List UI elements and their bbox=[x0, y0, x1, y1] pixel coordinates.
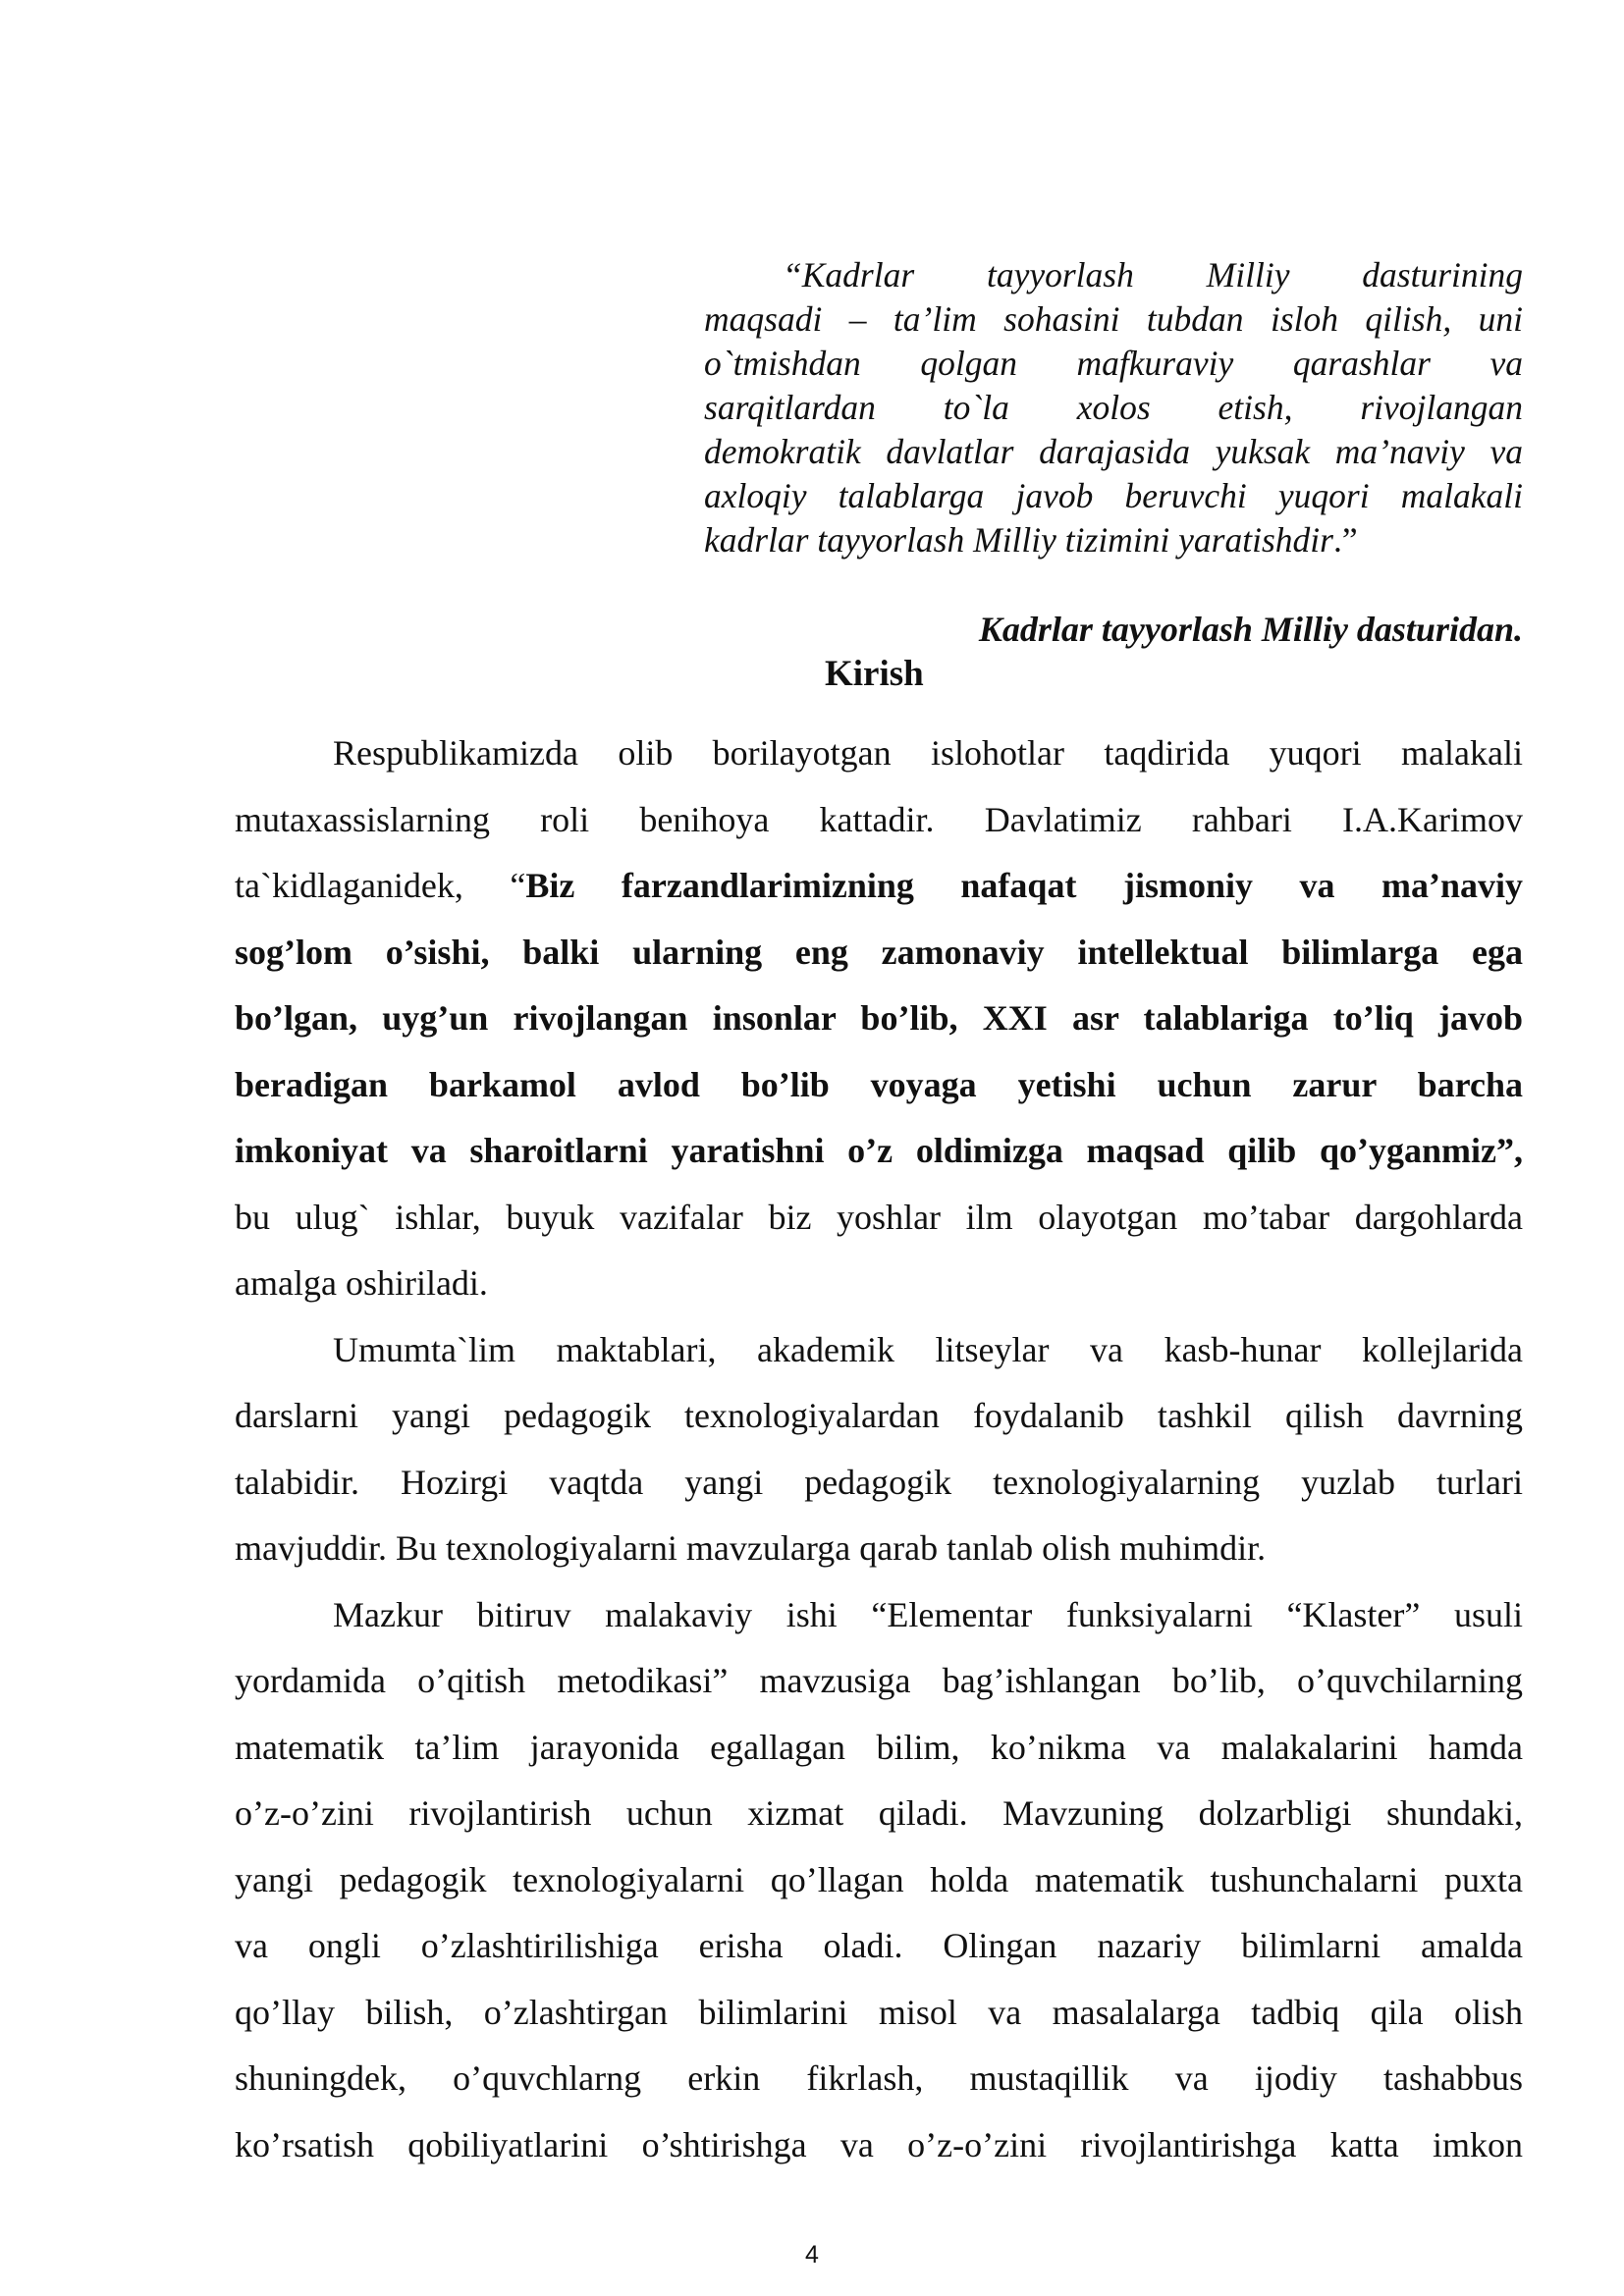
epigraph-line: demokratik davlatlar darajasida yuksak ma’naviy va bbox=[704, 432, 1523, 471]
paragraph-line-mixed bbox=[235, 853, 1523, 920]
bold-quote-line: sog’lom o’sishi, balki ularning eng zamonaviy intellektual bilimlarga ega bbox=[235, 932, 1523, 972]
paragraph-line: ko’rsatish qobiliyatlarini o’shtirishga va o’z-o’zini rivojlantirishga katta imkon bbox=[235, 2124, 1523, 2164]
paragraph-line: o’z-o’zini rivojlantirish uchun xizmat qiladi. Mavzuning dolzarbligi shundaki, bbox=[235, 1793, 1523, 1833]
bold-quote-text: Biz farzandlarimizning nafaqat jismoniy va ma’naviy bbox=[525, 866, 1523, 905]
bold-quote-line: imkoniyat va sharoitlarni yaratishni o’z oldimizga maqsad qilib qo’yganmiz”, bbox=[235, 1131, 1523, 1170]
plain-text: ta`kidlaganidek, “ bbox=[235, 866, 526, 905]
epigraph-closing-quote: .” bbox=[1332, 520, 1358, 560]
paragraph-line: va ongli o’zlashtirilishiga erisha oladi. Olingan nazariy bilimlarni amalda bbox=[235, 1926, 1523, 1965]
epigraph-line: o`tmishdan qolgan mafkuraviy qarashlar va bbox=[704, 344, 1523, 383]
epigraph-source: Kadrlar tayyorlash Milliy dasturidan. bbox=[978, 610, 1523, 649]
epigraph-line-last bbox=[704, 518, 1523, 562]
body-text bbox=[235, 721, 1523, 2178]
epigraph-quote bbox=[704, 253, 1523, 562]
bold-quote-line: beradigan barkamol avlod bo’lib voyaga yetishi uchun zarur barcha bbox=[235, 1064, 1523, 1104]
paragraph-line: Respublikamizda olib borilayotgan islohotlar taqdirida yuqori malakali bbox=[333, 733, 1523, 773]
epigraph-line: “Kadrlar tayyorlash Milliy dasturining bbox=[783, 255, 1523, 294]
epigraph-line: maqsadi – ta’lim sohasini tubdan isloh qilish, uni bbox=[704, 299, 1523, 339]
paragraph-line: talabidir. Hozirgi vaqtda yangi pedagogik texnologiyalarning yuzlab turlari bbox=[235, 1462, 1523, 1502]
paragraph-line: yangi pedagogik texnologiyalarni qo’llagan holda matematik tushunchalarni puxta bbox=[235, 1859, 1523, 1899]
section-heading: Kirish bbox=[825, 654, 924, 694]
paragraph-line: yordamida o’qitish metodikasi” mavzusiga bag’ishlangan bo’lib, o’quvchilarning bbox=[235, 1661, 1523, 1700]
paragraph-line: Mazkur bitiruv malakaviy ishi “Elementar funksiyalarni “Klaster” usuli bbox=[333, 1594, 1523, 1634]
paragraph-line: Umumta`lim maktablari, akademik litseylar va kasb-hunar kollejlarida bbox=[333, 1329, 1523, 1369]
paragraph-line: shuningdek, o’quvchlarng erkin fikrlash, mustaqillik va ijodiy tashabbus bbox=[235, 2058, 1523, 2098]
paragraph-line: matematik ta’lim jarayonida egallagan bilim, ko’nikma va malakalarini hamda bbox=[235, 1727, 1523, 1767]
epigraph-line: axloqiy talablarga javob beruvchi yuqori malakali bbox=[704, 476, 1523, 515]
paragraph-line: mutaxassislarning roli benihoya kattadir. Davlatimiz rahbari I.A.Karimov bbox=[235, 799, 1523, 839]
epigraph-line: sarqitlardan to`la xolos etish, rivojlangan bbox=[704, 388, 1523, 427]
paragraph-line-last: amalga oshiriladi. bbox=[235, 1263, 488, 1303]
epigraph-last-text: kadrlar tayyorlash Milliy tizimini yaratishdir bbox=[704, 520, 1333, 560]
paragraph-line: qo’llay bilish, o’zlashtirgan bilimlarini misol va masalalarga tadbiq qila olish bbox=[235, 1992, 1523, 2032]
bold-quote-line: bo’lgan, uyg’un rivojlangan insonlar bo’lib, XXI asr talablariga to’liq javob bbox=[235, 998, 1523, 1038]
page-number: 4 bbox=[805, 2241, 819, 2269]
paragraph-line-last: mavjuddir. Bu texnologiyalarni mavzularga qarab tanlab olish muhimdir. bbox=[235, 1528, 1267, 1568]
paragraph-line: darslarni yangi pedagogik texnologiyalardan foydalanib tashkil qilish davrning bbox=[235, 1396, 1523, 1435]
paragraph-line: bu ulug` ishlar, buyuk vazifalar biz yoshlar ilm olayotgan mo’tabar dargohlarda bbox=[235, 1197, 1523, 1237]
